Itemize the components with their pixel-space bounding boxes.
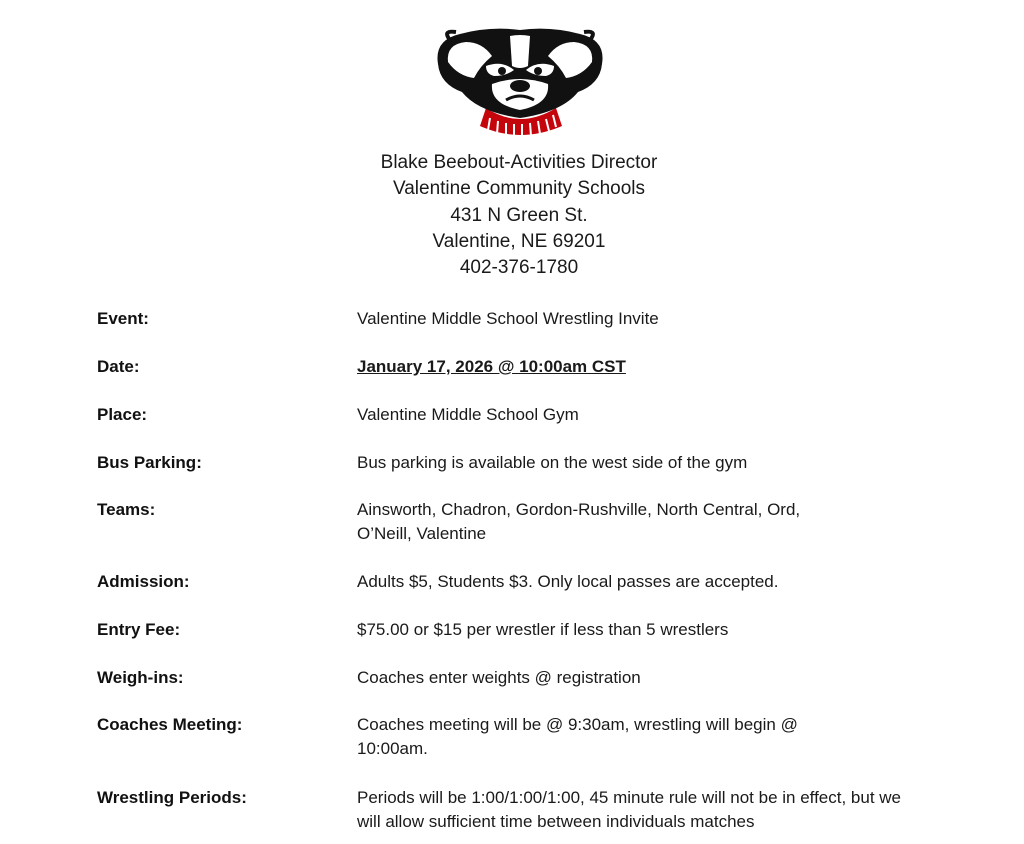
row-value: Adults $5, Students $3. Only local passes are accepted. [357, 572, 779, 591]
letterhead-line: Valentine Community Schools [392, 178, 646, 200]
row-label: Date: [97, 357, 140, 376]
letterhead-line: 402-376-1780 [459, 257, 579, 279]
row-label: Coaches Meeting: [97, 715, 243, 734]
row-label: Teams: [97, 500, 156, 519]
row-label: Weigh-ins: [97, 668, 184, 687]
row-label: Place: [97, 405, 148, 424]
letterhead-line: Valentine, NE 69201 [432, 230, 606, 252]
row-label: Wrestling Periods: [97, 788, 247, 807]
row-label: Entry Fee: [97, 620, 181, 639]
row-label: Bus Parking: [97, 453, 202, 472]
letterhead-line: 431 N Green St. [450, 204, 588, 226]
row-label: Admission: [97, 572, 190, 591]
date-value: January 17, 2026 @ 10:00am CST [357, 357, 626, 376]
row-value: Coaches meeting will be @ 9:30am, wrestling will begin @ 10:00am. [357, 715, 798, 758]
letterhead-line: Blake Beebout-Activities Director [380, 152, 658, 173]
row-value: $75.00 or $15 per wrestler if less than 5 wrestlers [357, 620, 729, 639]
letterhead [0, 150, 1024, 281]
row-value: Valentine Middle School Gym [357, 405, 579, 424]
row-value: Bus parking is available on the west side of the gym [357, 453, 748, 472]
row-value: Ainsworth, Chadron, Gordon-Rushville, North Central, Ord, O’Neill, Valentine [357, 500, 801, 543]
row-label: Event: [97, 309, 149, 328]
row-value: Coaches enter weights @ registration [357, 668, 641, 687]
row-value: Periods will be 1:00/1:00/1:00, 45 minute rule will not be in effect, but we will allow sufficient time between individuals matches [357, 788, 902, 831]
row-value: Valentine Middle School Wrestling Invite [357, 309, 659, 328]
badger-logo-icon [430, 26, 610, 138]
